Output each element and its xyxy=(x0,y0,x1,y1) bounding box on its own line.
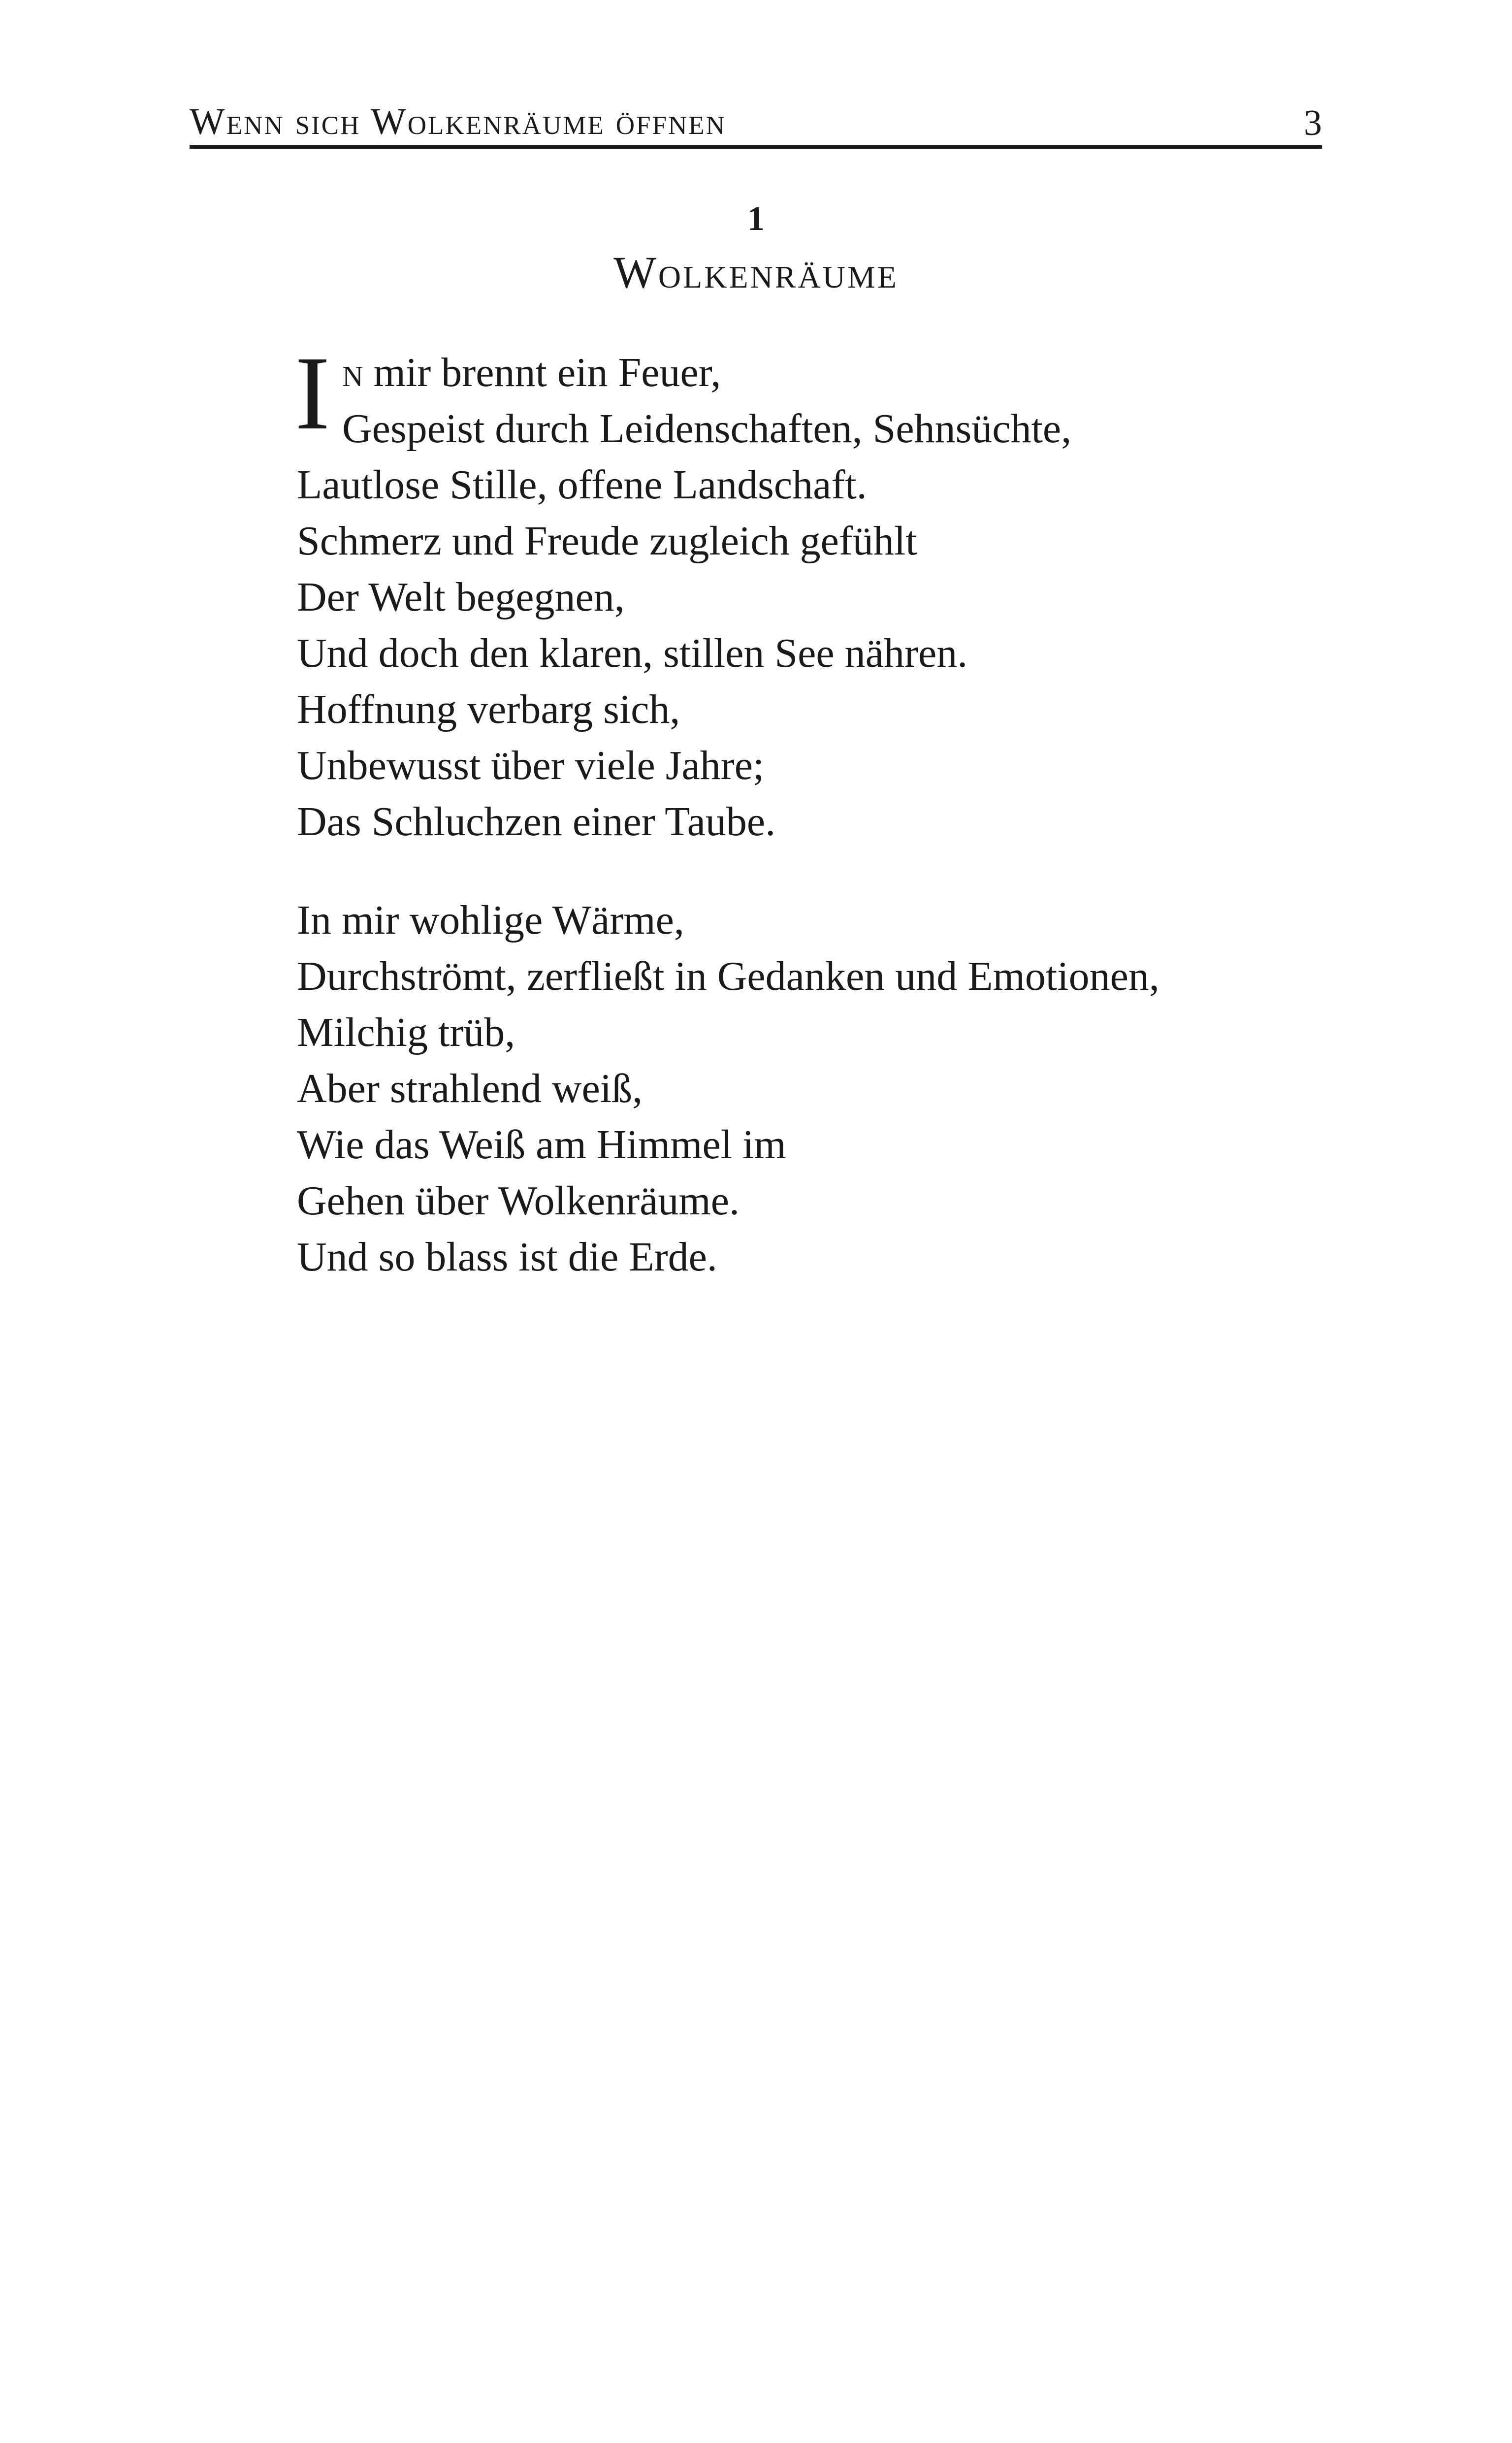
verse-line: Wie das Weiß am Himmel im xyxy=(297,1122,786,1168)
verse-line: Und so blass ist die Erde. xyxy=(297,1234,717,1280)
verse-line: Durchströmt, zerfließt in Gedanken und Emotionen, xyxy=(297,953,1159,999)
drop-cap: I xyxy=(295,335,330,452)
verse-line: Hoffnung verbarg sich, xyxy=(297,686,680,732)
poem xyxy=(295,335,1331,1285)
first-line-rest: mir brennt ein Feuer, xyxy=(363,350,721,395)
verse-line: Lautlose Stille, offene Landschaft. xyxy=(297,462,867,508)
verse-line: Gespeist durch Leidenschaften, Sehnsüchte, xyxy=(342,406,1072,452)
running-title: Wenn sich Wolkenräume öffnen xyxy=(190,101,726,142)
verse-line: Das Schluchzen einer Taube. xyxy=(297,799,776,845)
stanza-1 xyxy=(295,335,1331,850)
page-number: 3 xyxy=(1304,103,1322,143)
verse-line: Schmerz und Freude zugleich gefühlt xyxy=(297,518,917,564)
chapter-number: 1 xyxy=(747,200,765,238)
verse-line: Unbewusst über viele Jahre; xyxy=(297,743,765,788)
stanza-2 xyxy=(297,892,1331,1285)
first-word-rest: n xyxy=(342,350,363,395)
verse-line: Aber strahlend weiß, xyxy=(297,1066,643,1111)
verse-line: In mir wohlige Wärme, xyxy=(297,897,684,943)
chapter-title: Wolkenräume xyxy=(613,247,899,297)
verse-line: Gehen über Wolkenräume. xyxy=(297,1178,740,1224)
verse-line: Milchig trüb, xyxy=(297,1010,515,1055)
running-header xyxy=(190,94,1322,149)
verse-line: Und doch den klaren, stillen See nähren. xyxy=(297,630,968,676)
verse-line: Der Welt begegnen, xyxy=(297,574,625,620)
